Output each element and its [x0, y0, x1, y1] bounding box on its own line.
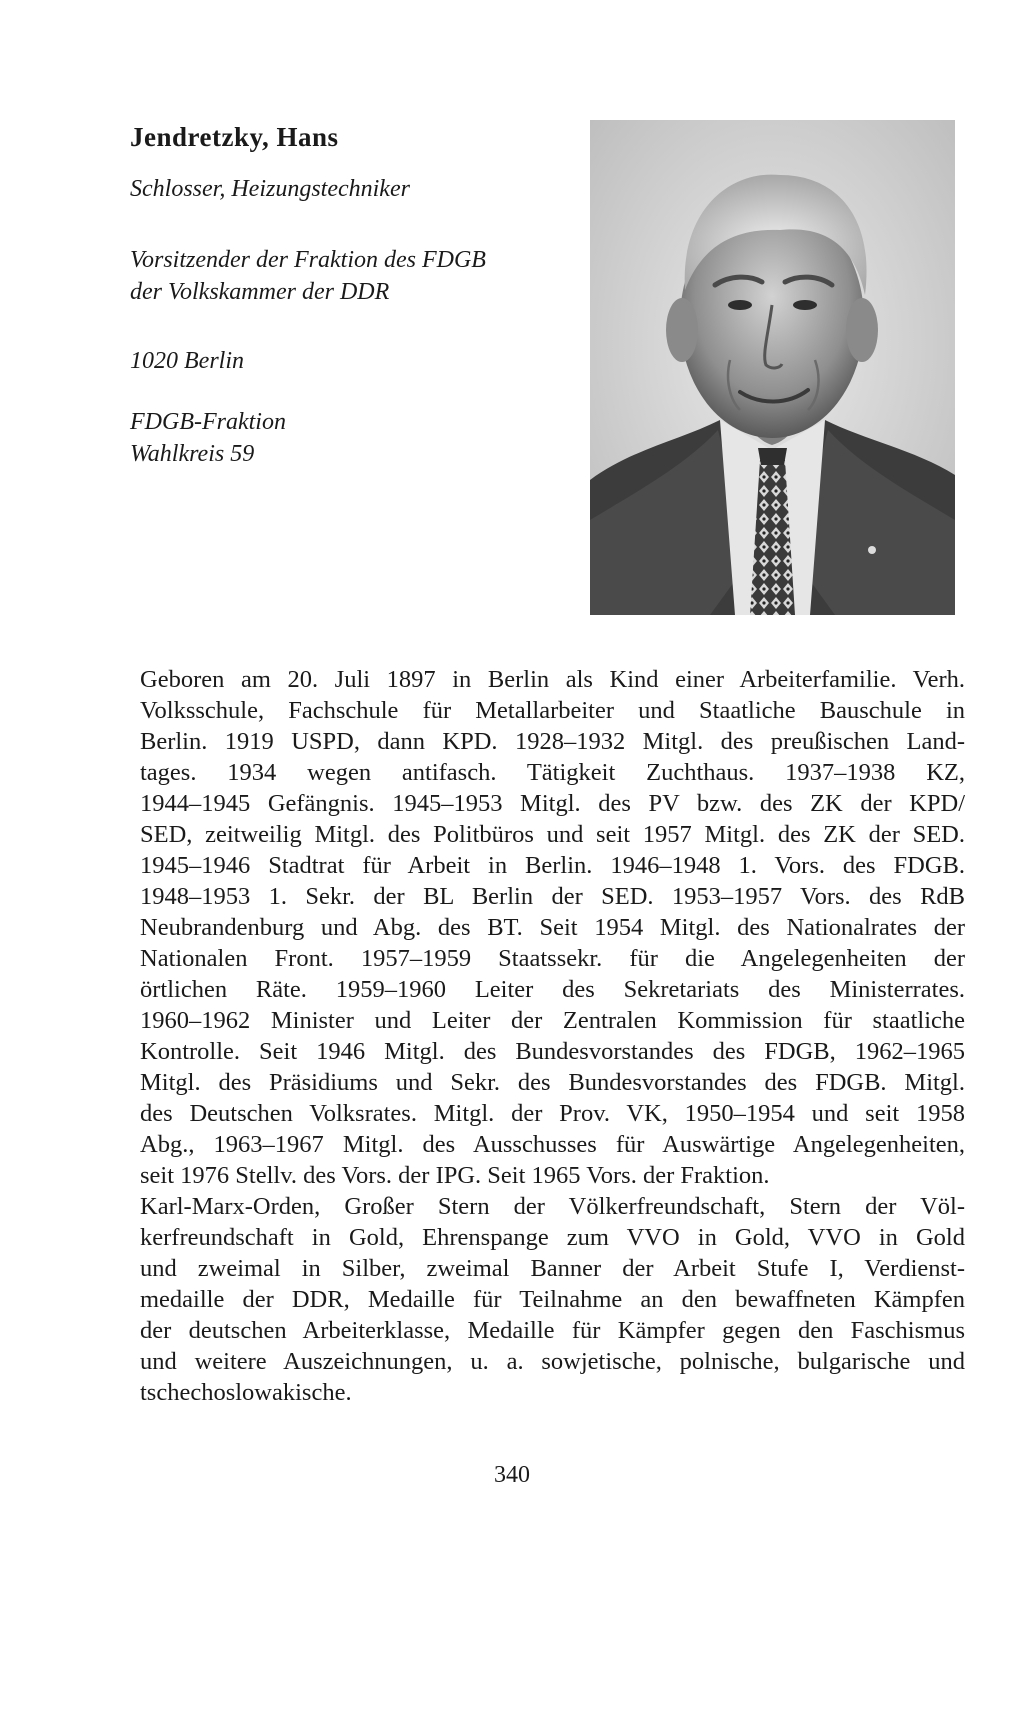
faction: FDGB-Fraktion: [130, 409, 286, 435]
biography-line: 1945–1946 Stadtrat für Arbeit in Berlin. 1946–1948 1. Vors. des FDGB.: [140, 852, 965, 879]
biography-line: 1960–1962 Minister und Leiter der Zentralen Kommission für staatliche: [140, 1007, 965, 1034]
biography-line: 1948–1953 1. Sekr. der BL Berlin der SED. 1953–1957 Vors. des RdB: [140, 883, 965, 910]
biography-line: Nationalen Front. 1957–1959 Staatssekr. für die Angelegenheiten der: [140, 945, 965, 972]
biography-line: Neubrandenburg und Abg. des BT. Seit 1954 Mitgl. des Nationalrates der: [140, 914, 965, 941]
biography-line: 1944–1945 Gefängnis. 1945–1953 Mitgl. des PV bzw. des ZK der KPD/: [140, 790, 965, 817]
portrait-photo: [590, 120, 955, 615]
biography-line: Abg., 1963–1967 Mitgl. des Ausschusses für Auswärtige Angelegenheiten,: [140, 1131, 965, 1158]
biography-line: örtlichen Räte. 1959–1960 Leiter des Sekretariats des Ministerrates.: [140, 976, 965, 1003]
awards-line: der deutschen Arbeiterklasse, Medaille für Kämpfer gegen den Faschismus: [140, 1317, 965, 1344]
biography-text: [140, 664, 965, 1408]
awards-line: und zweimal in Silber, zweimal Banner der Arbeit Stufe I, Verdienst-: [140, 1255, 965, 1282]
page-number: 340: [494, 1462, 530, 1488]
awards-line: tschechoslowakische.: [140, 1379, 352, 1406]
biography-line: Kontrolle. Seit 1946 Mitgl. des Bundesvorstandes des FDGB, 1962–1965: [140, 1038, 965, 1065]
biography-line: Mitgl. des Präsidiums und Sekr. des Bundesvorstandes des FDGB. Mitgl.: [140, 1069, 965, 1096]
biography-line: des Deutschen Volksrates. Mitgl. der Prov. VK, 1950–1954 und seit 1958: [140, 1100, 965, 1127]
awards-line: kerfreundschaft in Gold, Ehrenspange zum VVO in Gold, VVO in Gold: [140, 1224, 965, 1251]
function-line-2: der Volkskammer der DDR: [130, 279, 390, 305]
biography-line: seit 1976 Stellv. des Vors. der IPG. Seit 1965 Vors. der Fraktion.: [140, 1162, 770, 1189]
address: 1020 Berlin: [130, 348, 244, 374]
function-line-1: Vorsitzender der Fraktion des FDGB: [130, 247, 486, 273]
biography-line: Berlin. 1919 USPD, dann KPD. 1928–1932 Mitgl. des preußischen Land-: [140, 728, 965, 755]
awards-line: und weitere Auszeichnungen, u. a. sowjetische, polnische, bulgarische und: [140, 1348, 965, 1375]
biography-line: Volksschule, Fachschule für Metallarbeiter und Staatliche Bauschule in: [140, 697, 965, 724]
person-name: Jendretzky, Hans: [130, 122, 339, 152]
occupation: Schlosser, Heizungstechniker: [130, 176, 410, 202]
biography-line: tages. 1934 wegen antifasch. Tätigkeit Zuchthaus. 1937–1938 KZ,: [140, 759, 965, 786]
awards-line: Karl-Marx-Orden, Großer Stern der Völkerfreundschaft, Stern der Völ-: [140, 1193, 965, 1220]
biography-line: Geboren am 20. Juli 1897 in Berlin als Kind einer Arbeiterfamilie. Verh.: [140, 666, 965, 693]
awards-line: medaille der DDR, Medaille für Teilnahme an den bewaffneten Kämpfen: [140, 1286, 965, 1313]
biography-line: SED, zeitweilig Mitgl. des Politbüros und seit 1957 Mitgl. des ZK der SED.: [140, 821, 965, 848]
constituency: Wahlkreis 59: [130, 441, 255, 467]
